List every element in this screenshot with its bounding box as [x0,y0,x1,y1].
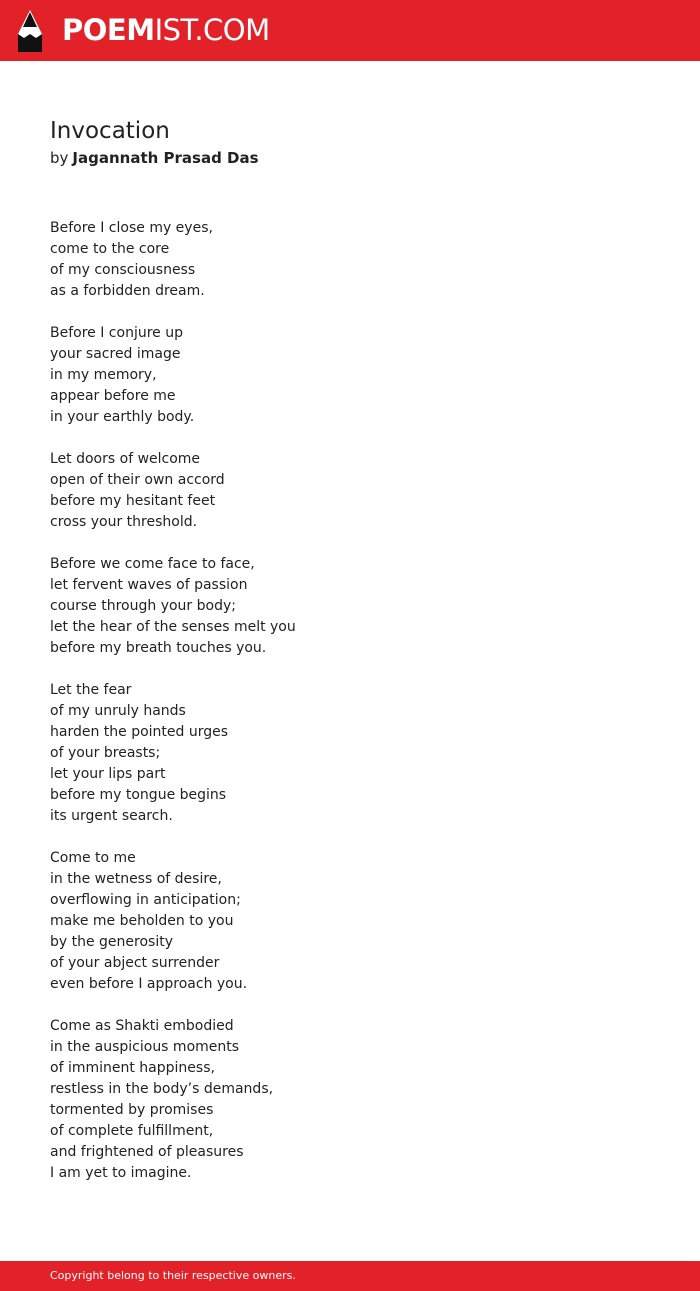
site-header [0,0,700,61]
site-footer [0,1261,700,1291]
poem-stanza [50,554,650,659]
byline-prefix: by [50,149,69,167]
poem-line: in the wetness of desire, [50,871,222,887]
copyright-notice: Copyright belong to their respective owners. [50,1269,296,1282]
poem-line: tormented by promises [50,1102,214,1118]
poem-line: your sacred image [50,346,181,362]
poem-line: harden the pointed urges [50,724,229,740]
poem-line: before my breath touches you. [50,640,267,656]
poem-line: let fervent waves of passion [50,577,248,593]
poem-line: of complete fulfillment, [50,1123,214,1139]
poem-line: of my consciousness [50,262,196,278]
poem-line: by the generosity [50,934,174,950]
poem-stanza [50,680,650,827]
poem-stanza [50,848,650,995]
logo-wordmark-strong: POEM [62,13,155,47]
poem-line: Come as Shakti embodied [50,1018,234,1034]
poem-line: Come to me [50,850,136,866]
poem-stanza [50,1016,650,1184]
poem-line: appear before me [50,388,176,404]
pencil-icon [17,10,43,52]
poem-line: Let doors of welcome [50,451,201,467]
site-logo-link[interactable] [17,9,270,52]
poem-line: of my unruly hands [50,703,186,719]
poem-line: open of their own accord [50,472,225,488]
poem-line: Before I close my eyes, [50,220,213,236]
poem-line: let your lips part [50,766,166,782]
poem-stanza [50,323,650,428]
poem-line: in your earthly body. [50,409,195,425]
poem-line: and frightened of pleasures [50,1144,244,1160]
poem-line: Let the fear [50,682,132,698]
poem-line: of imminent happiness, [50,1060,215,1076]
poem-line: before my hesitant feet [50,493,216,509]
poem-header [50,116,650,170]
poem-line: restless in the body’s demands, [50,1081,274,1097]
poem-byline [50,146,650,170]
poem-line: before my tongue begins [50,787,227,803]
poem-line: Before we come face to face, [50,556,255,572]
poem-line: in my memory, [50,367,157,383]
poem-line: come to the core [50,241,170,257]
poem-line: of your abject surrender [50,955,220,971]
poem-line: Before I conjure up [50,325,183,341]
poem-title: Invocation [50,118,170,144]
poem-line: in the auspicious moments [50,1039,240,1055]
poem-line: let the hear of the senses melt you [50,619,296,635]
poem-line: make me beholden to you [50,913,234,929]
poem-line: cross your threshold. [50,514,198,530]
poem-line: its urgent search. [50,808,173,824]
poem-line: course through your body; [50,598,236,614]
poem-stanza [50,449,650,533]
logo-wordmark-light: IST.COM [154,13,270,47]
logo-wordmark [62,9,270,52]
poem-line: even before I approach you. [50,976,248,992]
poem-author: Jagannath Prasad Das [72,149,259,167]
poem-line: I am yet to imagine. [50,1165,192,1181]
poem-stanza [50,218,650,302]
poem-line: as a forbidden dream. [50,283,205,299]
poem-line: overflowing in anticipation; [50,892,241,908]
poem-line: of your breasts; [50,745,161,761]
poem-body [50,218,650,1205]
